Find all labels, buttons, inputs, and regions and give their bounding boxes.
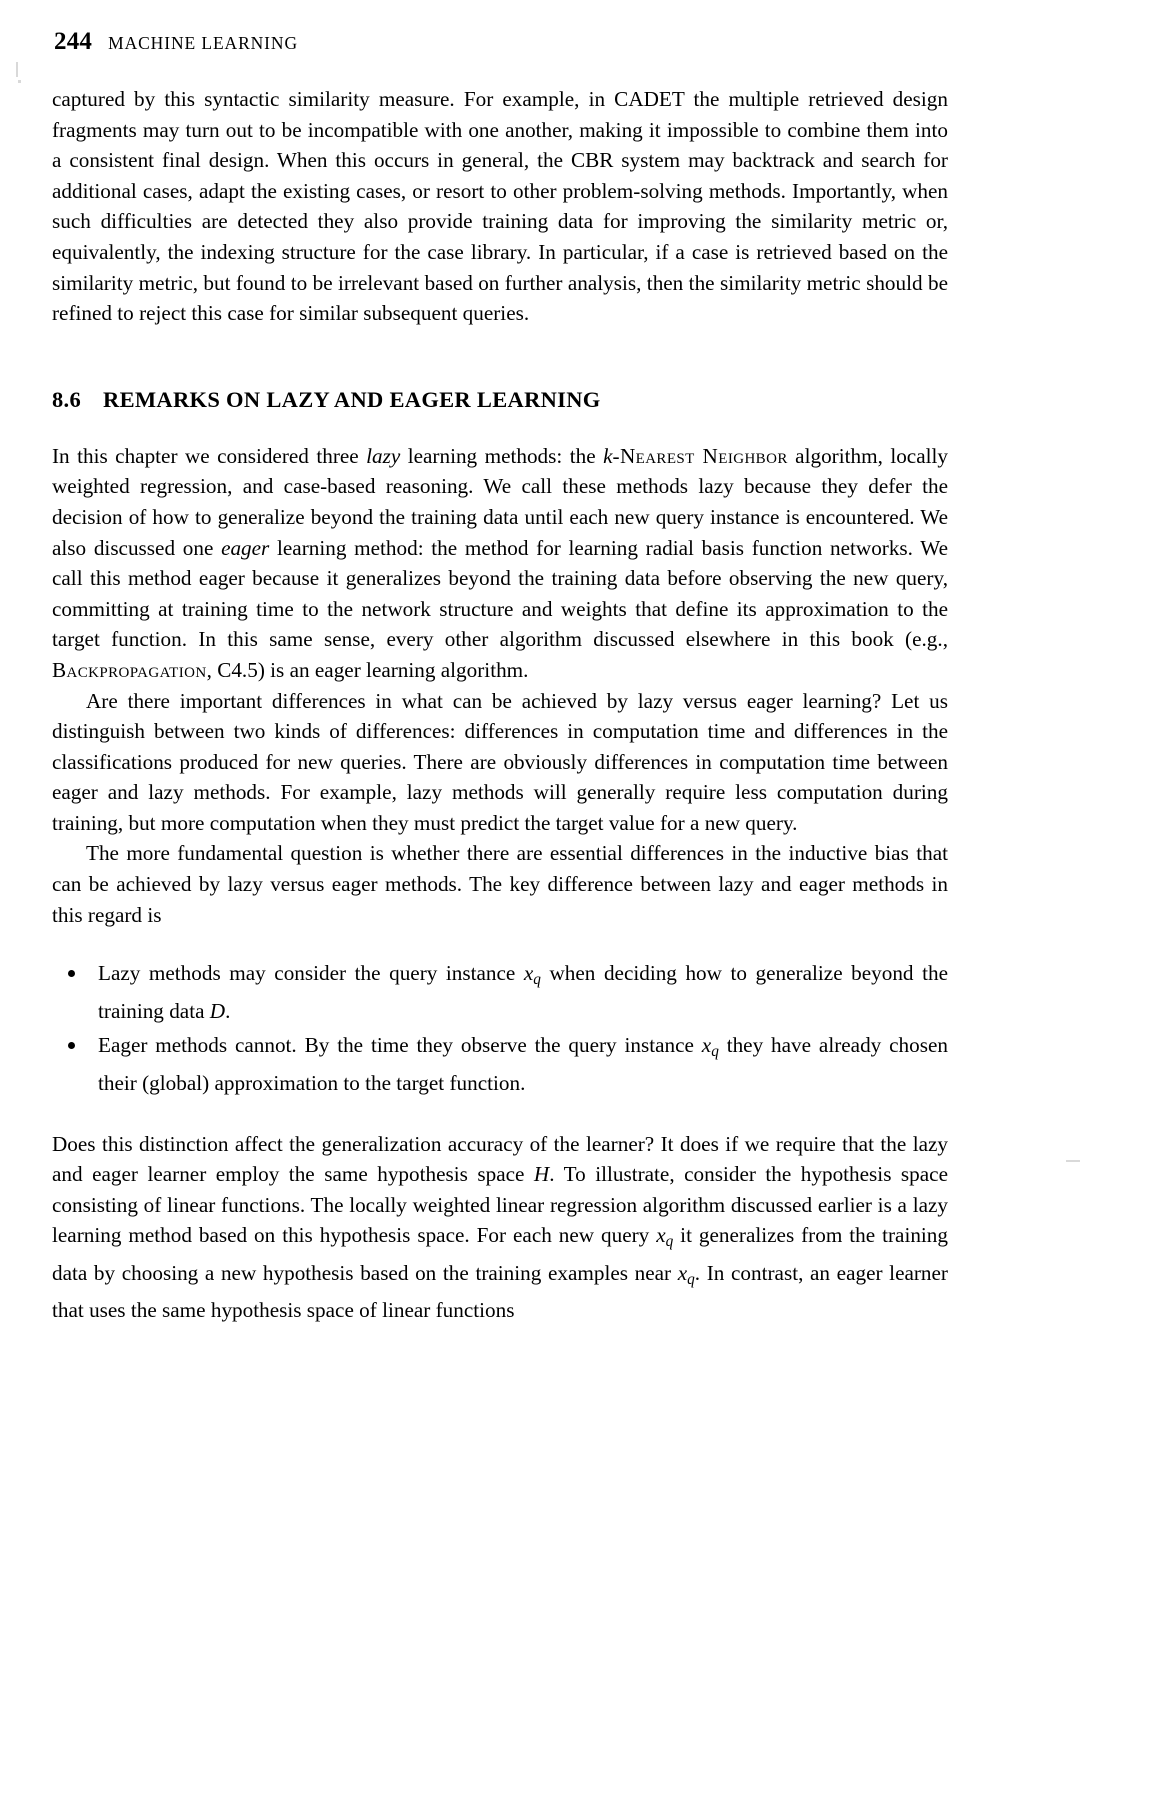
- text-run: . In contrast, an eager learner that uses the same hypothesis space of linear functions: [52, 1260, 948, 1323]
- section-number: 8.6: [52, 386, 82, 412]
- variable-x: x: [701, 1033, 712, 1058]
- text-run: . To illustrate, consider the hypothesis space consisting of linear functions. The locally weighted linear regression algorithm discussed earlier is a lazy learning method based on this hypothesis space. For each new query: [52, 1162, 948, 1248]
- page-number: 244: [54, 28, 93, 55]
- list-item: [52, 1030, 948, 1098]
- variable-H: H: [533, 1162, 550, 1187]
- variable-x: x: [677, 1260, 688, 1285]
- paragraph-closing: [52, 1129, 948, 1326]
- algorithm-name-knn: -Nearest Neighbor: [612, 443, 788, 468]
- variable-D: D: [209, 998, 226, 1023]
- variable-x: x: [656, 1223, 666, 1248]
- bullet-icon: [68, 1042, 75, 1049]
- running-title: MACHINE LEARNING: [108, 33, 298, 53]
- subscript-q: q: [665, 1233, 674, 1251]
- section-spacer-before: [52, 329, 948, 387]
- subscript-q: q: [533, 971, 541, 989]
- text-run: learning methods: the: [400, 443, 604, 468]
- subscript-q: q: [711, 1043, 719, 1061]
- page-content: [52, 0, 948, 1326]
- paragraph-differences: Are there important differences in what can be achieved by lazy versus eager learning? Let us distinguish between two kinds of differences: differences in computation time and differences in the classifications produced for new queries. There are obviously differences in computation time between eager and lazy methods. For example, lazy methods will generally require less computation during training, but more computation when they must predict the target value for a new query.: [52, 688, 948, 835]
- text-run: , C4.5) is an eager learning algorithm.: [206, 657, 529, 682]
- text-run: learning method: the method for learning radial basis function networks. We call this method eager because it generalizes beyond the training data before observing the new query, committing at training time to the network structure and weights that define its approximation to the target function. In this same sense, every other algorithm discussed elsewhere in this book (e.g.,: [52, 535, 949, 652]
- bullet-list: [52, 958, 948, 1098]
- text-run: algorithm, locally weighted regression, and case-based reasoning. We call these methods lazy because they defer the decision of how to generalize beyond the training data until each new query instance is encountered. We also discussed one: [52, 443, 948, 560]
- variable-k: k: [603, 443, 613, 468]
- scan-speck-3: [1066, 1160, 1080, 1162]
- section-spacer-after: [52, 413, 948, 441]
- text-run: Lazy methods may consider the query instance: [98, 961, 524, 986]
- section-title: REMARKS ON LAZY AND EAGER LEARNING: [103, 386, 601, 412]
- text-run: .: [225, 998, 231, 1023]
- list-spacer-after: [52, 1103, 948, 1129]
- scan-speck: [16, 62, 18, 77]
- variable-x: x: [523, 961, 534, 986]
- paragraph-inductive-bias: The more fundamental question is whether there are essential differences in the inductive bias that can be achieved by lazy versus eager methods. The key difference between lazy and eager methods in this regard is: [52, 841, 948, 927]
- paragraph-continued: captured by this syntactic similarity measure. For example, in CADET the multiple retrieved design fragments may turn out to be incompatible with one another, making it impossible to combine them into a consistent final design. When this occurs in general, the CBR system may backtrack and search for additional cases, adapt the existing cases, or resort to other problem-solving methods. Importantly, when such difficulties are detected they also provide training data for improving the similarity metric or, equivalently, the indexing structure for the case library. In particular, if a case is retrieved based on the similarity metric, but found to be irrelevant based on further analysis, then the similarity metric should be refined to reject this case for similar subsequent queries.: [52, 87, 948, 326]
- emph-eager: eager: [221, 535, 270, 560]
- bullet-icon: [68, 970, 75, 977]
- list-spacer-before: [52, 930, 948, 958]
- scan-speck-2: [18, 80, 21, 83]
- text-run: they have already chosen their (global) approximation to the target function.: [98, 1033, 948, 1095]
- emph-lazy: lazy: [366, 443, 401, 468]
- running-head: [54, 28, 950, 62]
- section-heading: [52, 387, 948, 413]
- text-run: it generalizes from the training data by choosing a new hypothesis based on the training examples near: [52, 1223, 948, 1285]
- list-item: [52, 958, 948, 1026]
- text-run: Does this distinction affect the generalization accuracy of the learner? It does if we require that the lazy and eager learner employ the same hypothesis space: [52, 1131, 948, 1187]
- subscript-q: q: [687, 1270, 695, 1288]
- text-run: In this chapter we considered three: [52, 443, 367, 468]
- text-run: when deciding how to generalize beyond the training data: [98, 961, 948, 1023]
- paragraph-lazy-eager-intro: [52, 441, 948, 686]
- algorithm-name-backpropagation: Backpropagation: [52, 657, 207, 682]
- text-run: Eager methods cannot. By the time they observe the query instance: [98, 1033, 702, 1058]
